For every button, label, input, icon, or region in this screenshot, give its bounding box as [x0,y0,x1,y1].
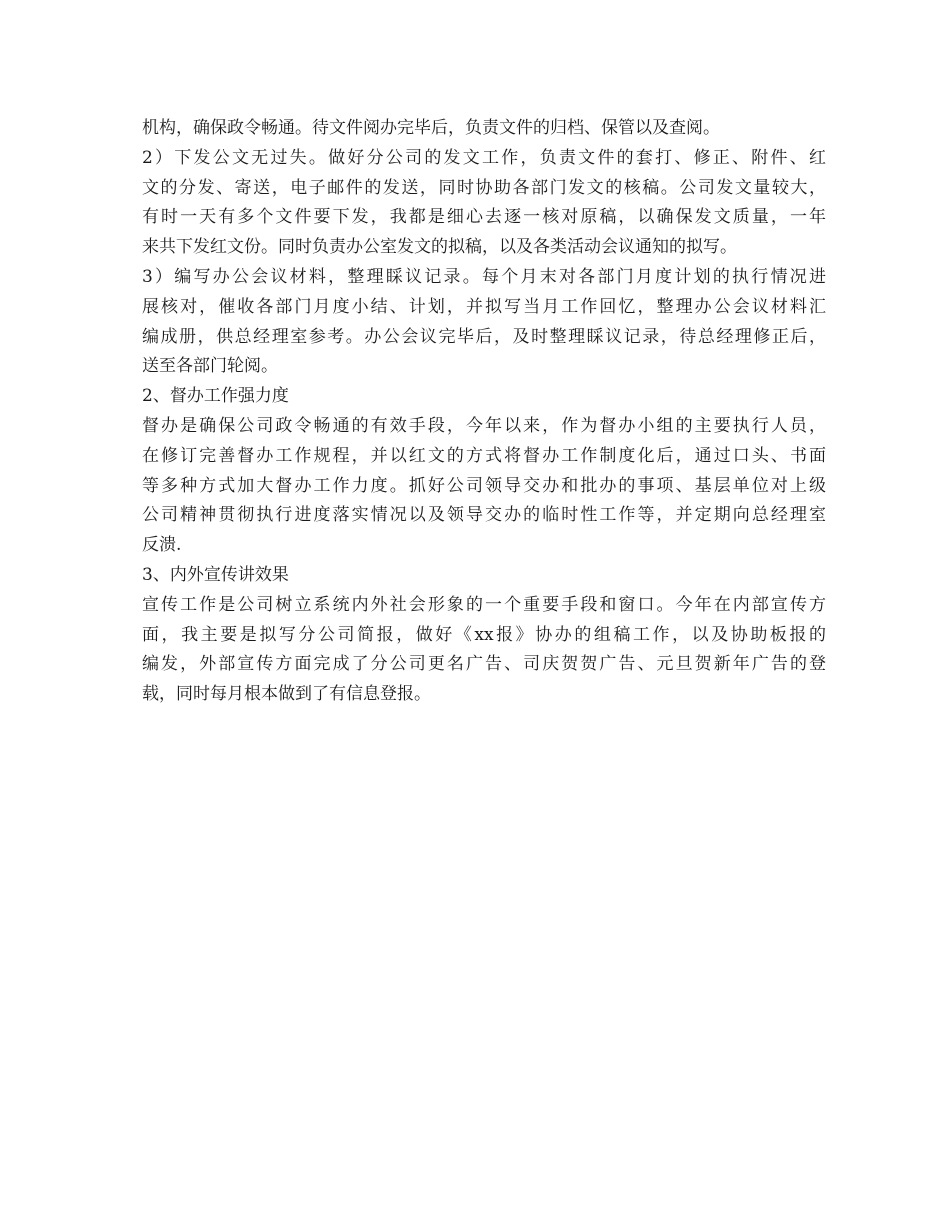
text-line: 编成册，供总经理室参考。办公会议完毕后，及时整理睬议记录，待总经理修正后， [142,326,826,347]
section-heading: 3、内外宣传讲效果 [142,564,289,585]
document-body [142,114,826,710]
text-line: 送至各部门轮阅。 [142,356,278,377]
text-line: 公司精神贯彻执行进度落实情况以及领导交办的临时性工作等，并定期向总经理室 [142,505,826,526]
text-line: 3）编写办公会议材料，整理睬议记录。每个月末对各部门月度计划的执行情况进 [142,266,826,287]
text-line: 机构，确保政令畅通。待文件阅办完毕后，负责文件的归档、保管以及查阅。 [142,118,720,138]
section-heading: 2、督办工作强力度 [142,386,289,407]
text-line: 等多种方式加大督办工作力度。抓好公司领导交办和批办的事项、基层单位对上级 [142,475,826,496]
text-line: 在修订完善督办工作规程，并以红文的方式将督办工作制度化后，通过口头、书面 [142,445,826,466]
text-line: 来共下发红文份。同时负责办公室发文的拟稿，以及各类活动会议通知的拟写。 [142,237,737,258]
text-line: 督办是确保公司政令畅通的有效手段，今年以来，作为督办小组的主要执行人员， [142,415,826,436]
text-line: 载，同时每月根本做到了有信息登报。 [142,684,431,705]
text-line: 展核对，催收各部门月度小结、计划，并拟写当月工作回忆，整理办公会议材料汇 [142,296,826,317]
text-line: 文的分发、寄送，电子邮件的发送，同时协助各部门发文的核稿。公司发文量较大， [142,177,826,198]
text-line: 2）下发公文无过失。做好分公司的发文工作，负责文件的套打、修正、附件、红 [142,147,826,168]
text-line: 有时一天有多个文件要下发，我都是细心去逐一核对原稿，以确保发文质量，一年 [142,207,826,228]
text-line: 反溃. [142,535,182,556]
text-line: 面，我主要是拟写分公司简报，做好《xx报》协办的组稿工作，以及协助板报的 [142,624,826,645]
text-line: 编发，外部宣传方面完成了分公司更名广告、司庆贺贺广告、元旦贺新年广告的登 [142,654,826,675]
text-line: 宣传工作是公司树立系统内外社会形象的一个重要手段和窗口。今年在内部宣传方 [142,594,826,615]
